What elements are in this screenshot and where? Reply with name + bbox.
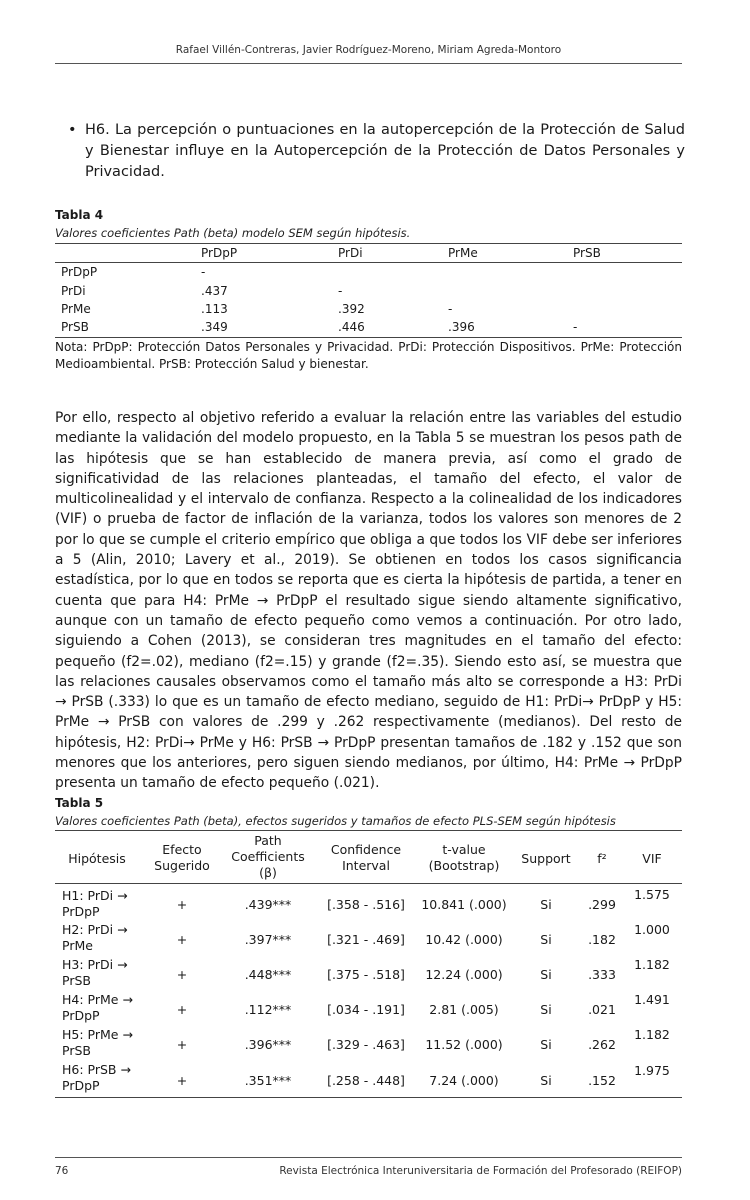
- table-cell: .113: [201, 302, 228, 316]
- table4-label: Tabla 4: [55, 208, 104, 222]
- table5-ci: [.034 - .191]: [327, 1002, 405, 1017]
- table5-tvalue: 10.42 (.000): [425, 932, 503, 947]
- table5-ci: [.321 - .469]: [327, 932, 405, 947]
- row-label: PrSB: [61, 320, 89, 334]
- hypothesis-bullet: [68, 120, 685, 183]
- table-cell: .437: [201, 284, 228, 298]
- table5-vif: 1.000: [634, 922, 670, 937]
- table5-hypothesis: H2: PrDi → PrMe: [62, 922, 128, 953]
- table5-support: Si: [540, 932, 552, 947]
- row-label: PrMe: [61, 302, 91, 316]
- table5-ci: [.375 - .518]: [327, 967, 405, 982]
- table5-header-tvalue: t-value (Bootstrap): [428, 842, 500, 873]
- body-paragraph: Por ello, respecto al objetivo referido a evaluar la relación entre las variables del estudio mediante la validación del modelo propuesto, en la Tabla 5 se muestran los pesos path de las hipótesis que se han establecido de manera previa, así como el grado de significatividad de las relaciones planteadas, el tamaño del efecto, el valor de multicolinealidad y el intervalo de confianza. Respecto a la colinealidad de los indicadores (VIF) o prueba de factor de inflación de la varianza, todos los valores son menores de 2 por lo que se cumple el criterio empírico que obliga a que todos los VIF debe ser inferiores a 5 (Alin, 2010; Lavery et al., 2019). Se obtienen en todos los casos significancia estadística, por lo que en todos se reporta que es cierta la hipótesis de partida, a tener en cuenta que para H4: PrMe → PrDpP el resultado sigue siendo altamente significativo, aunque con un tamaño de efecto pequeño como vemos a continuación. Por otro lado, siguiendo a Cohen (2013), se consideran tres magnitudes en el tamaño del efecto: pequeño (f2=.02), mediano (f2=.15) y grande (f2=.35). Siendo esto así, se muestra que las relaciones causales observamos como el tamaño más alto se corresponde a H3: PrDi → PrSB (.333) lo que es un tamaño de efecto mediano, seguido de H1: PrDi→ PrDpP y H5: PrMe → PrSB con valores de .299 y .262 respectivamente (medianos). Del resto de hipótesis, H2: PrDi→ PrMe y H6: PrSB → PrDpP presentan tamaños de .182 y .152 que son menores que los anteriores, pero siguen siendo medianos, por último, H4: PrMe → PrDpP presenta un tamaño de efecto pequeño (.021).: [55, 410, 682, 792]
- table-cell: .396: [448, 320, 475, 334]
- table-cell: -: [338, 284, 343, 298]
- table5-hypothesis: H6: PrSB → PrDpP: [62, 1062, 131, 1093]
- table5-support: Si: [540, 1002, 552, 1017]
- table-row: [55, 265, 682, 283]
- table5-effect: +: [176, 932, 188, 947]
- table5-effect: +: [176, 1002, 188, 1017]
- table4-note: Nota: PrDpP: Protección Datos Personales y Privacidad. PrDi: Protección Dispositivos. PrMe: Protección Medioambiental. PrSB: Protección Salud y bienestar.: [55, 340, 682, 371]
- table5-vif: 1.182: [634, 1027, 670, 1042]
- table5-ci: [.258 - .448]: [327, 1073, 405, 1088]
- table5-support: Si: [540, 1037, 552, 1052]
- table-row: [55, 284, 682, 302]
- table5-effect: +: [176, 967, 188, 982]
- table5-header-hypothesis: Hipótesis: [68, 851, 126, 866]
- table5-f2: .021: [588, 1002, 616, 1017]
- table4-header-rule: [55, 262, 682, 263]
- table5-f2: .333: [588, 967, 616, 982]
- table-cell: -: [201, 265, 206, 279]
- table5-vif: 1.975: [634, 1063, 670, 1078]
- table5-vif: 1.491: [634, 992, 670, 1007]
- table5-f2: .182: [588, 932, 616, 947]
- table5-tvalue: 7.24 (.000): [429, 1073, 499, 1088]
- table5-ci: [.329 - .463]: [327, 1037, 405, 1052]
- table4-bottom-rule: [55, 337, 682, 338]
- table-cell: .392: [338, 302, 365, 316]
- row-label: PrDi: [61, 284, 86, 298]
- hypothesis-text: H6. La percepción o puntuaciones en la autopercepción de la Protección de Salud y Bienestar influye en la Autopercepción de la Protección de Datos Personales y Privacidad.: [85, 122, 685, 180]
- table4-top-rule: [55, 243, 682, 244]
- table4-col-header: PrSB: [573, 246, 601, 260]
- header-rule: [55, 63, 682, 64]
- table5-ci: [.358 - .516]: [327, 897, 405, 912]
- table5-header-f2: f²: [597, 851, 607, 866]
- row-label: PrDpP: [61, 265, 98, 279]
- table5-hypothesis: H4: PrMe → PrDpP: [62, 992, 133, 1023]
- table5-f2: .152: [588, 1073, 616, 1088]
- table5-path: .439***: [244, 897, 292, 912]
- table5-effect: +: [176, 1037, 188, 1052]
- table5-tvalue: 11.52 (.000): [425, 1037, 503, 1052]
- table5-vif: 1.575: [634, 887, 670, 902]
- table5-f2: .299: [588, 897, 616, 912]
- table5-effect: +: [176, 897, 188, 912]
- running-header: Rafael Villén-Contreras, Javier Rodríguez-Moreno, Miriam Agreda-Montoro: [175, 44, 562, 56]
- table5-support: Si: [540, 1073, 552, 1088]
- table5-tvalue: 10.841 (.000): [421, 897, 507, 912]
- table5-header-support: Support: [521, 851, 571, 866]
- table5-hypothesis: H3: PrDi → PrSB: [62, 957, 128, 988]
- table4-col-header: PrMe: [448, 246, 478, 260]
- table-row: [55, 320, 682, 338]
- table-cell: -: [448, 302, 453, 316]
- table5-path: .351***: [244, 1073, 292, 1088]
- table5-header-path: Path Coefficients (β): [231, 833, 305, 880]
- table5-path: .396***: [244, 1037, 292, 1052]
- footer-rule: [55, 1157, 682, 1158]
- page-number: 76: [55, 1165, 69, 1177]
- table5-hypothesis: H5: PrMe → PrSB: [62, 1027, 133, 1058]
- table5-vif: 1.182: [634, 957, 670, 972]
- table5-hypothesis: H1: PrDi → PrDpP: [62, 888, 128, 919]
- table4-title: Valores coeficientes Path (beta) modelo SEM según hipótesis.: [55, 226, 411, 240]
- table5-header-effect: Efecto Sugerido: [154, 842, 210, 873]
- table5-header-ci: Confidence Interval: [330, 842, 402, 873]
- table5-bottom-rule: [55, 1097, 682, 1098]
- table4-col-header: PrDi: [338, 246, 363, 260]
- table5-path: .397***: [244, 932, 292, 947]
- table5-label: Tabla 5: [55, 796, 104, 810]
- table-cell: .446: [338, 320, 365, 334]
- table5-header-vif: VIF: [642, 851, 662, 866]
- table5-f2: .262: [588, 1037, 616, 1052]
- bullet-icon: •: [68, 122, 77, 138]
- table-row: [55, 302, 682, 320]
- table5-top-rule: [55, 830, 682, 831]
- table5-support: Si: [540, 897, 552, 912]
- table5-effect: +: [176, 1073, 188, 1088]
- table-cell: -: [573, 320, 578, 334]
- table5-title: Valores coeficientes Path (beta), efectos sugeridos y tamaños de efecto PLS-SEM según hipótesis: [55, 814, 616, 828]
- journal-name: Revista Electrónica Interuniversitaria de Formación del Profesorado (REIFOP): [279, 1165, 682, 1177]
- table5-support: Si: [540, 967, 552, 982]
- table4-col-header: PrDpP: [201, 246, 238, 260]
- table5-path: .112***: [244, 1002, 292, 1017]
- table5-tvalue: 12.24 (.000): [425, 967, 503, 982]
- table5-header-rule: [55, 883, 682, 884]
- table5-tvalue: 2.81 (.005): [429, 1002, 499, 1017]
- table-cell: .349: [201, 320, 228, 334]
- table5-path: .448***: [244, 967, 292, 982]
